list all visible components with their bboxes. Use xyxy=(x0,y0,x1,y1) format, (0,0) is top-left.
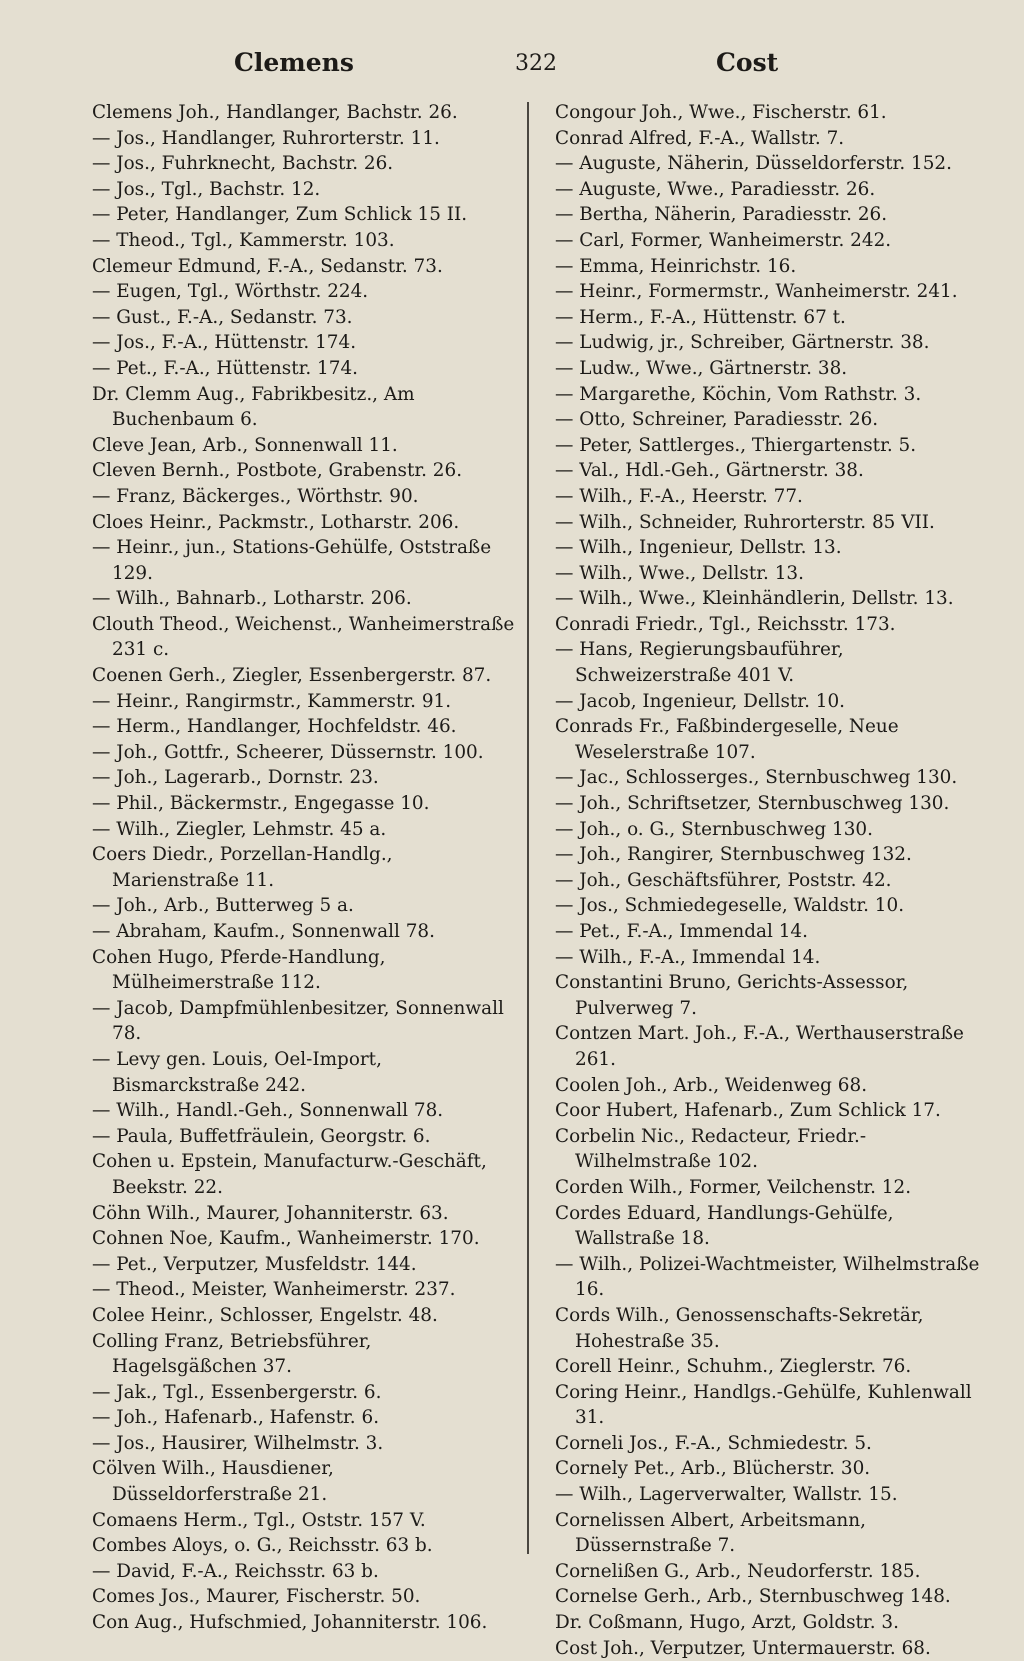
directory-entry: Conrads Fr., Faßbindergeselle, Neue Weselerstraße 107. xyxy=(555,716,905,763)
directory-entry: — Wilh., F.-A., Heerstr. 77. xyxy=(555,485,803,507)
directory-entry: — Theod., Tgl., Kammerstr. 103. xyxy=(92,229,395,251)
directory-entry: — Franz, Bäckerges., Wörthstr. 90. xyxy=(92,485,419,507)
directory-entry: Cloes Heinr., Packmstr., Lotharstr. 206. xyxy=(92,511,460,533)
directory-entry: — Jos., Schmiedegeselle, Waldstr. 10. xyxy=(555,895,905,917)
directory-entry: — Wilh., F.-A., Immendal 14. xyxy=(555,946,821,968)
directory-entry: Coor Hubert, Hafenarb., Zum Schlick 17. xyxy=(555,1100,941,1122)
directory-entry: — Ludw., Wwe., Gärtnerstr. 38. xyxy=(555,357,848,379)
directory-entry: — Joh., Rangirer, Sternbuschweg 132. xyxy=(555,844,912,866)
directory-entry: Conrad Alfred, F.-A., Wallstr. 7. xyxy=(555,127,845,149)
page-number: 322 xyxy=(515,51,557,76)
page-header xyxy=(0,48,1024,88)
directory-entry: Comes Jos., Maurer, Fischerstr. 50. xyxy=(92,1586,421,1608)
directory-entry: — Auguste, Wwe., Paradiesstr. 26. xyxy=(555,178,876,200)
directory-entry: — Carl, Former, Wanheimerstr. 242. xyxy=(555,229,892,251)
directory-entry: Corden Wilh., Former, Veilchenstr. 12. xyxy=(555,1176,912,1198)
directory-entry: — Wilh., Wwe., Kleinhändlerin, Dellstr. 13. xyxy=(555,588,954,610)
directory-entry: — Wilh., Polizei-Wachtmeister, Wilhelmstraße 16. xyxy=(555,1253,986,1301)
directory-entry: — Heinr., Rangirmstr., Kammerstr. 91. xyxy=(92,690,452,712)
directory-entry: Coenen Gerh., Ziegler, Essenbergerstr. 87. xyxy=(92,665,492,687)
directory-entry: — Phil., Bäckermstr., Engegasse 10. xyxy=(92,793,430,815)
directory-entry: Cleven Bernh., Postbote, Grabenstr. 26. xyxy=(92,460,463,482)
directory-entry: Clouth Theod., Weichenst., Wanheimerstraße 231 c. xyxy=(92,613,521,661)
directory-entry: — Abraham, Kaufm., Sonnenwall 78. xyxy=(92,921,435,942)
directory-entry: — Paula, Buffetfräulein, Georgstr. 6. xyxy=(92,1125,431,1147)
directory-entry: — Herm., F.-A., Hüttenstr. 67 t. xyxy=(555,306,846,328)
directory-entry: — Eugen, Tgl., Wörthstr. 224. xyxy=(92,281,369,303)
directory-entry: — Otto, Schreiner, Paradiesstr. 26. xyxy=(555,409,879,431)
directory-entry: — Joh., Lagerarb., Dornstr. 23. xyxy=(92,767,379,789)
directory-entry: Con Aug., Hufschmied, Johanniterstr. 106. xyxy=(92,1612,488,1634)
directory-entry: Cornelse Gerh., Arb., Sternbuschweg 148. xyxy=(555,1586,951,1608)
directory-entry: Cölven Wilh., Hausdiener, Düsseldorferstraße 21. xyxy=(92,1458,340,1506)
directory-entry: — Peter, Sattlerges., Thiergartenstr. 5. xyxy=(555,434,917,456)
directory-entry: — Jos., F.-A., Hüttenstr. 174. xyxy=(92,332,357,354)
directory-entry: Dr. Clemm Aug., Fabrikbesitz., Am Buchenbaum 6. xyxy=(92,383,421,431)
directory-entry: Clemens Joh., Handlanger, Bachstr. 26. xyxy=(92,102,458,123)
running-head-left: Clemens xyxy=(234,48,354,77)
running-head-right: Cost xyxy=(716,48,779,77)
directory-entry: — Joh., Schriftsetzer, Sternbuschweg 130. xyxy=(555,793,950,815)
directory-entry: — Levy gen. Louis, Oel-Import, Bismarckstraße 242. xyxy=(92,1048,388,1096)
directory-entry: — Jos., Fuhrknecht, Bachstr. 26. xyxy=(92,153,394,175)
directory-entry: Corbelin Nic., Redacteur, Friedr.-Wilhelmstraße 102. xyxy=(555,1125,867,1173)
directory-entry: — Margarethe, Köchin, Vom Rathstr. 3. xyxy=(555,383,922,405)
directory-entry: Comaens Herm., Tgl., Oststr. 157 V. xyxy=(92,1509,426,1531)
directory-entry: — Joh., Gottfr., Scheerer, Düssernstr. 100. xyxy=(92,741,484,763)
directory-entry: Constantini Bruno, Gerichts-Assessor, Pulverweg 7. xyxy=(555,972,915,1019)
directory-entry: — Heinr., jun., Stations-Gehülfe, Oststraße 129. xyxy=(92,537,497,584)
directory-entry: — Jacob, Ingenieur, Dellstr. 10. xyxy=(555,690,846,712)
directory-entry: Cleve Jean, Arb., Sonnenwall 11. xyxy=(92,434,398,456)
directory-entry: — Joh., o. G., Sternbuschweg 130. xyxy=(555,818,873,840)
column-divider xyxy=(527,102,529,1554)
directory-entry: Contzen Mart. Joh., F.-A., Werthauserstraße 261. xyxy=(555,1023,970,1070)
directory-entry: — Joh., Geschäftsführer, Poststr. 42. xyxy=(555,869,892,891)
directory-entry: — Peter, Handlanger, Zum Schlick 15 II. xyxy=(92,204,468,226)
directory-entry: — Theod., Meister, Wanheimerstr. 237. xyxy=(92,1279,456,1301)
directory-entry: Cohnen Noe, Kaufm., Wanheimerstr. 170. xyxy=(92,1228,480,1250)
directory-entry: Combes Aloys, o. G., Reichsstr. 63 b. xyxy=(92,1535,433,1557)
directory-entry: — Auguste, Näherin, Düsseldorferstr. 152. xyxy=(555,153,952,175)
directory-entry: Coers Diedr., Porzellan-Handlg., Marienstraße 11. xyxy=(92,844,399,891)
directory-entry: — Val., Hdl.-Geh., Gärtnerstr. 38. xyxy=(555,460,864,482)
directory-entry: Conradi Friedr., Tgl., Reichsstr. 173. xyxy=(555,613,896,635)
directory-entry: Colling Franz, Betriebsführer, Hagelsgäßchen 37. xyxy=(92,1330,378,1378)
directory-entry: Cords Wilh., Genossenschafts-Sekretär, Hohestraße 35. xyxy=(555,1304,930,1352)
directory-entry: Cornelissen Albert, Arbeitsmann, Düssernstraße 7. xyxy=(555,1509,872,1557)
directory-entry: Cornelißen G., Arb., Neudorferstr. 185. xyxy=(555,1560,921,1582)
directory-entry: Cohen Hugo, Pferde-Handlung, Mülheimerstraße 112. xyxy=(92,946,392,994)
directory-entry: — Pet., Verputzer, Musfeldstr. 144. xyxy=(92,1253,417,1275)
directory-entry: Dr. Coßmann, Hugo, Arzt, Goldstr. 3. xyxy=(555,1612,899,1634)
directory-entry: — Joh., Hafenarb., Hafenstr. 6. xyxy=(92,1407,380,1429)
directory-entry: — Bertha, Näherin, Paradiesstr. 26. xyxy=(555,204,888,226)
directory-entry: — David, F.-A., Reichsstr. 63 b. xyxy=(92,1560,379,1582)
directory-entry: Cöhn Wilh., Maurer, Johanniterstr. 63. xyxy=(92,1202,449,1224)
directory-entry: — Wilh., Wwe., Dellstr. 13. xyxy=(555,562,804,584)
left-column xyxy=(92,100,521,1636)
directory-entry: — Wilh., Lagerverwalter, Wallstr. 15. xyxy=(555,1484,898,1506)
directory-entry: — Jos., Tgl., Bachstr. 12. xyxy=(92,178,321,200)
directory-entry: — Jac., Schlosserges., Sternbuschweg 130. xyxy=(555,767,958,789)
directory-entry: — Jos., Hausirer, Wilhelmstr. 3. xyxy=(92,1432,384,1454)
directory-entry: — Gust., F.-A., Sedanstr. 73. xyxy=(92,306,353,328)
directory-entry: — Wilh., Schneider, Ruhrorterstr. 85 VII. xyxy=(555,511,935,533)
directory-entry: Cordes Eduard, Handlungs-Gehülfe, Wallstraße 18. xyxy=(555,1202,900,1250)
directory-entry: — Herm., Handlanger, Hochfeldstr. 46. xyxy=(92,716,457,738)
directory-entry: — Wilh., Ziegler, Lehmstr. 45 a. xyxy=(92,818,387,840)
directory-entry: — Emma, Heinrichstr. 16. xyxy=(555,255,797,277)
directory-entry: — Pet., F.-A., Immendal 14. xyxy=(555,921,808,942)
directory-entry: — Wilh., Handl.-Geh., Sonnenwall 78. xyxy=(92,1100,444,1122)
directory-entry: Clemeur Edmund, F.-A., Sedanstr. 73. xyxy=(92,255,443,277)
directory-entry: Cost Joh., Verputzer, Untermauerstr. 68. xyxy=(555,1637,931,1659)
directory-entry: Coring Heinr., Handlgs.-Gehülfe, Kuhlenwall 31. xyxy=(555,1381,978,1429)
directory-entry: — Jak., Tgl., Essenbergerstr. 6. xyxy=(92,1381,382,1403)
directory-entry: Colee Heinr., Schlosser, Engelstr. 48. xyxy=(92,1304,438,1326)
directory-entry: — Hans, Regierungsbauführer, Schweizerstraße 401 V. xyxy=(555,639,850,687)
directory-entry: — Pet., F.-A., Hüttenstr. 174. xyxy=(92,357,358,379)
directory-entry: — Jacob, Dampfmühlenbesitzer, Sonnenwall 78. xyxy=(92,997,510,1045)
directory-entry: Congour Joh., Wwe., Fischerstr. 61. xyxy=(555,102,887,123)
directory-entry: — Heinr., Formermstr., Wanheimerstr. 241. xyxy=(555,281,958,303)
directory-entry: Corell Heinr., Schuhm., Zieglerstr. 76. xyxy=(555,1356,912,1378)
right-column xyxy=(555,100,986,1661)
directory-entry: Coolen Joh., Arb., Weidenweg 68. xyxy=(555,1074,868,1096)
directory-entry: Cornely Pet., Arb., Blücherstr. 30. xyxy=(555,1458,871,1480)
directory-entry: — Wilh., Bahnarb., Lotharstr. 206. xyxy=(92,588,412,610)
directory-entry: — Joh., Arb., Butterweg 5 a. xyxy=(92,895,354,917)
directory-entry: Corneli Jos., F.-A., Schmiedestr. 5. xyxy=(555,1432,872,1454)
directory-entry: — Ludwig, jr., Schreiber, Gärtnerstr. 38. xyxy=(555,332,930,354)
directory-entry: Cohen u. Epstein, Manufacturw.-Geschäft, Beekstr. 22. xyxy=(92,1151,493,1198)
directory-entry: — Jos., Handlanger, Ruhrorterstr. 11. xyxy=(92,127,440,149)
directory-entry: — Wilh., Ingenieur, Dellstr. 13. xyxy=(555,537,842,559)
